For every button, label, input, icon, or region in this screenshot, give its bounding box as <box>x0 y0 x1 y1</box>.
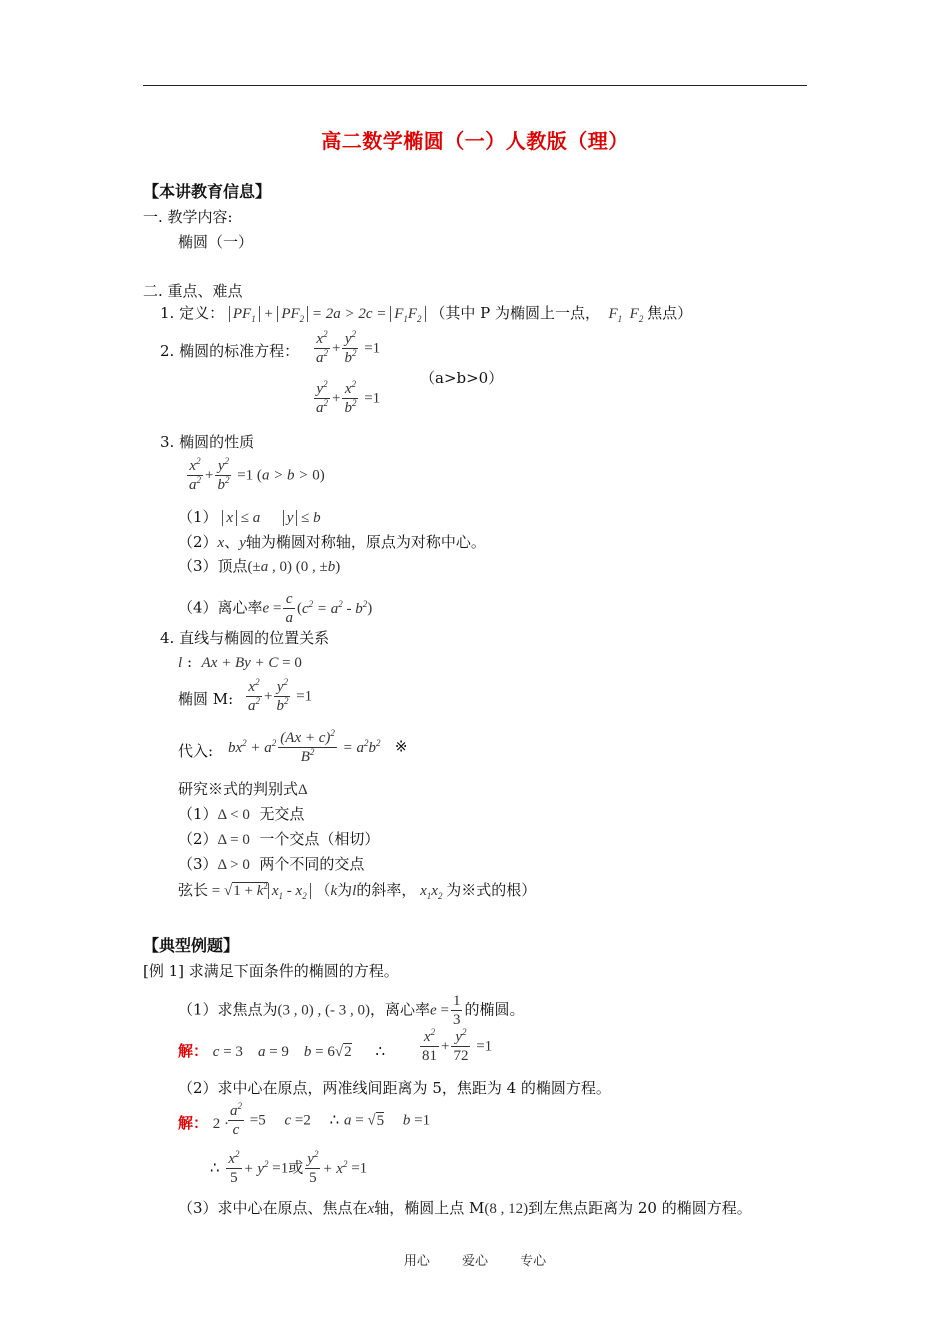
property-2-label: （2） <box>178 533 218 551</box>
properties-label: 3. 椭圆的性质 <box>160 433 255 451</box>
question-2: （2）求中心在原点，两准线间距离为 5，焦距为 4 的椭圆方程。 <box>178 1079 611 1097</box>
document-title: 高二数学椭圆（一）人教版（理） <box>321 129 629 153</box>
definition-formula: $PF_1 + PF_2 = 2a > 2c = F_1F_2$ <box>229 306 426 322</box>
property-4-label: （4）离心率 <box>178 598 263 617</box>
case-3: （3）Δ > 0 两个不同的交点 <box>178 855 365 873</box>
standard-equation-2: $\frac{y^2}{a^2}$ + $\frac{x^2}{b^2}$ =1 <box>316 379 381 416</box>
chord-note: 为※式的根） <box>446 881 537 899</box>
definition-line <box>160 303 692 324</box>
property-1 <box>178 507 321 528</box>
case-3-text: 两个不同的交点 <box>259 855 365 873</box>
solution-2-equation: $\frac{a^2}{c}$ =5 c =2 ∴ a = √5 b =1 <box>230 1101 431 1138</box>
part1-content: 椭圆（一） <box>178 233 254 251</box>
header-rule <box>143 85 807 86</box>
footer-text-1: 用心 <box>403 1254 430 1269</box>
question-3: （3）求中心在原点、焦点在x轴，椭圆上点 M(8 , 12)到左焦点距离为 20 的椭圆方程。 <box>178 1199 752 1217</box>
property-4: （4）离心率e = $\frac{c}{a}$ $(c^2 = a^2 - b^2)$ <box>178 591 373 626</box>
standard-equation-1: $\frac{x^2}{a^2}$ + $\frac{y^2}{b^2}$ =1 <box>316 329 381 366</box>
case-1: （1）Δ < 0 无交点 <box>178 805 305 823</box>
line-ellipse-label: 4. 直线与椭圆的位置关系 <box>160 629 330 647</box>
footer-text-3: 专心 <box>520 1254 547 1269</box>
question-1-mid: ，离心率 <box>370 1000 431 1019</box>
section-heading-info: 【本讲教育信息】 <box>143 182 272 201</box>
question-1: （1）求焦点为(3 , 0) , (- 3 , 0)，离心率e = $\frac{1}{3}$ 的椭圆。 <box>178 993 525 1028</box>
solution-1: 解： c = 3 a = 9 b = 6√2 ∴ <box>178 1042 385 1060</box>
definition-note: （其中 P 为椭圆上一点， <box>430 304 600 322</box>
case-3-label: （3） <box>178 855 218 873</box>
case-1-label: （1） <box>178 805 218 823</box>
case-2: （2）Δ = 0 一个交点（相切） <box>178 830 380 848</box>
property-1-label: （1） <box>178 508 218 526</box>
definition-tail: 焦点） <box>647 304 693 322</box>
substitute-label: 代入: <box>178 742 214 760</box>
solution-1-equation: $\frac{x^2}{81}$ + $\frac{y^2}{72}$ =1 <box>422 1027 493 1064</box>
property-3-label: （3）顶点 <box>178 557 248 575</box>
ellipse-m-equation: $\frac{x^2}{a^2}$ + $\frac{y^2}{b^2}$ =1 <box>248 677 313 714</box>
properties-equation: $\frac{x^2}{a^2}$ + $\frac{y^2}{b^2}$ =1 (a > b > 0) <box>189 456 325 493</box>
example-1-prompt: [例 1] 求满足下面条件的椭圆的方程。 <box>143 962 399 980</box>
case-2-text: 一个交点（相切） <box>259 830 380 848</box>
property-1-formula: x ≤ a y ≤ b <box>222 510 320 526</box>
solution-2: 解： 2 · <box>178 1114 230 1132</box>
property-3: （3）顶点(±a , 0) (0 , ±b) <box>178 557 341 575</box>
footer-text-2: 爱心 <box>461 1254 488 1269</box>
section-heading-examples: 【典型例题】 <box>143 936 240 955</box>
solution-2-result: ∴ $\frac{x^2}{5}$ + $y^2 =1$或 $\frac{y^2}{5}$ + $x^2 =1$ <box>210 1149 368 1186</box>
substitute-equation: $bx^2 + a^2$ $\frac{(Ax + c)^2}{B^2}$ = $a^2b^2$ ※ <box>228 728 408 765</box>
part1-label: 一. 教学内容: <box>143 208 233 226</box>
solution-1-label: 解： <box>178 1042 209 1060</box>
case-2-label: （2） <box>178 830 218 848</box>
property-2-text: 轴为椭圆对称轴，原点为对称中心。 <box>245 533 486 551</box>
line-equation: l : Ax + By + C = 0 <box>178 653 302 671</box>
or-label: 或 <box>288 1158 304 1177</box>
discriminant-label: 研究※式的判别式 <box>178 780 299 798</box>
solution-2-label: 解： <box>178 1114 209 1132</box>
case-1-text: 无交点 <box>259 805 305 823</box>
property-2: （2）x、y轴为椭圆对称轴，原点为对称中心。 <box>178 533 486 551</box>
chord-label: 弦长 <box>178 881 209 899</box>
part2-label: 二. 重点、难点 <box>143 282 243 300</box>
standard-equation-condition: （a>b>0） <box>420 369 504 387</box>
therefore-symbol-2: ∴ <box>329 1110 340 1129</box>
standard-equation-label: 2. 椭圆的标准方程： <box>160 342 300 360</box>
question-1-pre: （1）求焦点为 <box>178 1000 278 1019</box>
chord-length-line: 弦长 = $√1 + k^2$ $x_1 - x_2$ （k为l的斜率， $x_1x_2$ 为※式的根） <box>178 881 537 901</box>
definition-label: 1. 定义： <box>160 304 225 322</box>
page-footer <box>0 1250 950 1269</box>
foci-symbols: $F_1$ $F_2$ <box>604 306 644 324</box>
question-3-pre: （3）求中心在原点、焦点在 <box>178 1199 368 1217</box>
discriminant-line: 研究※式的判别式Δ <box>178 780 308 798</box>
question-1-post: 的椭圆。 <box>464 1000 525 1019</box>
ellipse-m-label: 椭圆 M: <box>178 690 234 708</box>
therefore-symbol-3: ∴ <box>210 1158 220 1177</box>
question-3-post: 到左焦点距离为 20 的椭圆方程。 <box>528 1199 752 1217</box>
therefore-symbol-1: ∴ <box>375 1042 385 1060</box>
question-3-mid: 轴，椭圆上点 M <box>374 1199 485 1217</box>
